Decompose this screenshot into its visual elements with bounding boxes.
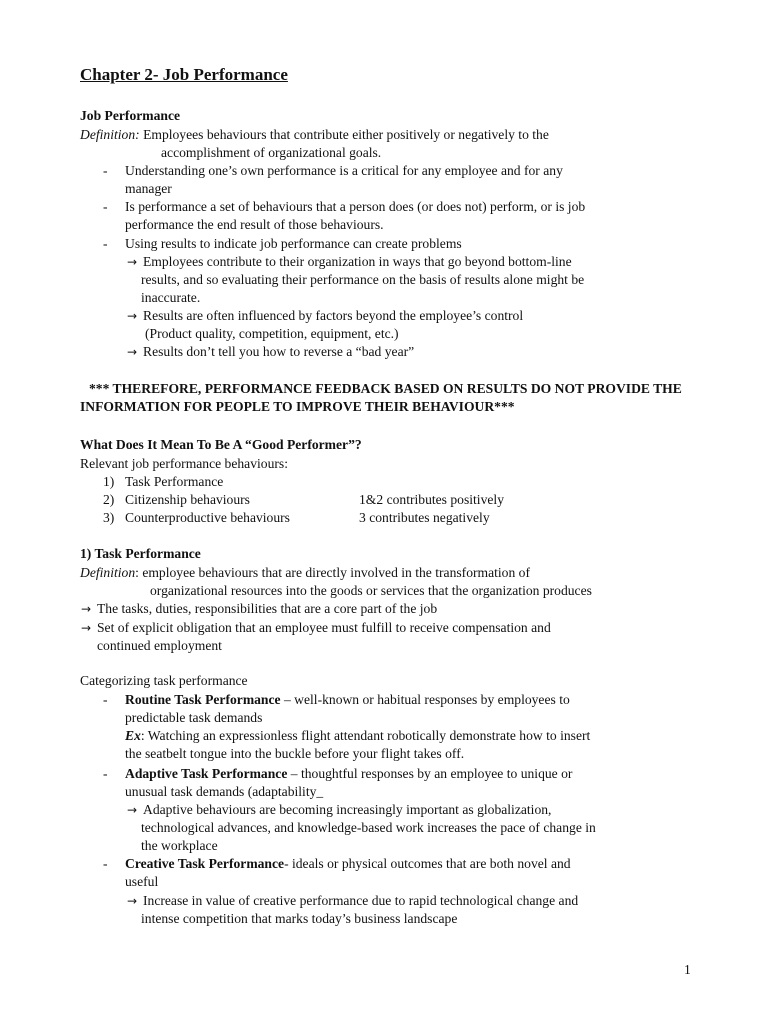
bullet-dash: - <box>103 199 108 214</box>
routine-task-line <box>125 691 570 709</box>
definition-line <box>80 564 530 582</box>
bullet-dash: - <box>103 236 108 251</box>
arrow-icon: → <box>81 621 92 635</box>
definition-continuation: accomplishment of organizational goals. <box>161 145 382 160</box>
page-number: 1 <box>684 962 691 977</box>
bullet-text: performance the end result of those behaviours. <box>125 217 384 232</box>
section-heading-job-performance: Job Performance <box>80 108 181 123</box>
routine-task-label: Routine Task Performance <box>125 692 281 707</box>
arrow-point-text: The tasks, duties, responsibilities that are a core part of the job <box>97 601 438 616</box>
definition-text: Employees behaviours that contribute either positively or negatively to the <box>143 127 549 142</box>
creative-task-text: useful <box>125 874 159 889</box>
creative-task-label: Creative Task Performance <box>125 856 285 871</box>
arrow-point-text: (Product quality, competition, equipment, etc.) <box>145 326 399 341</box>
list-item-label: Counterproductive behaviours <box>125 510 290 525</box>
example-line <box>125 727 590 745</box>
definition-text: : employee behaviours that are directly involved in the transformation of <box>135 565 530 580</box>
arrow-icon: → <box>127 345 138 359</box>
list-item-label: Citizenship behaviours <box>125 492 250 507</box>
adaptive-task-label: Adaptive Task Performance <box>125 766 288 781</box>
arrow-icon: → <box>127 309 138 323</box>
arrow-icon: → <box>127 803 138 817</box>
arrow-point-text: results, and so evaluating their performance on the basis of results alone might be <box>141 272 585 287</box>
section-heading-good-performer: What Does It Mean To Be A “Good Performer”? <box>80 437 362 452</box>
creative-task-text: - ideals or physical outcomes that are both novel and <box>284 856 571 871</box>
arrow-point-text: Set of explicit obligation that an employee must fulfill to receive compensation and <box>97 620 551 635</box>
list-item-note: 3 contributes negatively <box>359 510 490 525</box>
categorizing-intro: Categorizing task performance <box>80 673 248 688</box>
example-text: the seatbelt tongue into the buckle before your flight takes off. <box>125 746 465 761</box>
arrow-point-text: Results don’t tell you how to reverse a “bad year” <box>143 344 415 359</box>
relevant-behaviours-intro: Relevant job performance behaviours: <box>80 456 288 471</box>
bullet-text: Is performance a set of behaviours that a person does (or does not) perform, or is job <box>125 199 586 214</box>
adaptive-task-text: – thoughtful responses by an employee to unique or <box>287 766 573 781</box>
chapter-title: Chapter 2- Job Performance <box>80 65 288 84</box>
arrow-point-text: Results are often influenced by factors beyond the employee’s control <box>143 308 524 323</box>
adaptive-task-text: unusual task demands (adaptability_ <box>125 784 324 799</box>
routine-task-text: predictable task demands <box>125 710 263 725</box>
example-label: Ex <box>125 728 141 743</box>
list-number: 2) <box>103 492 115 507</box>
arrow-point-text: continued employment <box>97 638 222 653</box>
bullet-text: manager <box>125 181 172 196</box>
arrow-point-text: the workplace <box>141 838 218 853</box>
list-item-note: 1&2 contributes positively <box>359 492 504 507</box>
list-item-label: Task Performance <box>125 474 224 489</box>
arrow-point-text: inaccurate. <box>141 290 201 305</box>
arrow-icon: → <box>127 255 138 269</box>
bullet-dash: - <box>103 856 108 871</box>
creative-task-line <box>125 855 571 873</box>
adaptive-task-line <box>125 765 572 783</box>
bullet-dash: - <box>103 163 108 178</box>
arrow-icon: → <box>127 894 138 908</box>
definition-line <box>80 126 549 144</box>
arrow-point-text: technological advances, and knowledge-based work increases the pace of change in <box>141 820 596 835</box>
definition-label: Definition: <box>80 127 140 142</box>
example-text: : Watching an expressionless flight attendant robotically demonstrate how to insert <box>140 728 591 743</box>
therefore-statement: *** THEREFORE, PERFORMANCE FEEDBACK BASED ON RESULTS DO NOT PROVIDE THE <box>89 381 682 396</box>
therefore-statement-continued: INFORMATION FOR PEOPLE TO IMPROVE THEIR BEHAVIOUR*** <box>80 399 515 414</box>
definition-label: Definition <box>80 565 136 580</box>
arrow-point-text: Adaptive behaviours are becoming increasingly important as globalization, <box>143 802 552 817</box>
arrow-point-text: Employees contribute to their organization in ways that go beyond bottom-line <box>143 254 572 269</box>
list-number: 3) <box>103 510 115 525</box>
arrow-point-text: Increase in value of creative performance due to rapid technological change and <box>143 893 579 908</box>
arrow-icon: → <box>81 602 92 616</box>
list-number: 1) <box>103 474 115 489</box>
bullet-text: Understanding one’s own performance is a critical for any employee and for any <box>125 163 563 178</box>
routine-task-text: – well-known or habitual responses by employees to <box>280 692 570 707</box>
bullet-text: Using results to indicate job performance can create problems <box>125 236 462 251</box>
bullet-dash: - <box>103 692 108 707</box>
arrow-point-text: intense competition that marks today’s business landscape <box>141 911 458 926</box>
section-heading-task-performance: 1) Task Performance <box>80 546 201 561</box>
bullet-dash: - <box>103 766 108 781</box>
definition-continuation: organizational resources into the goods or services that the organization produces <box>150 583 592 598</box>
